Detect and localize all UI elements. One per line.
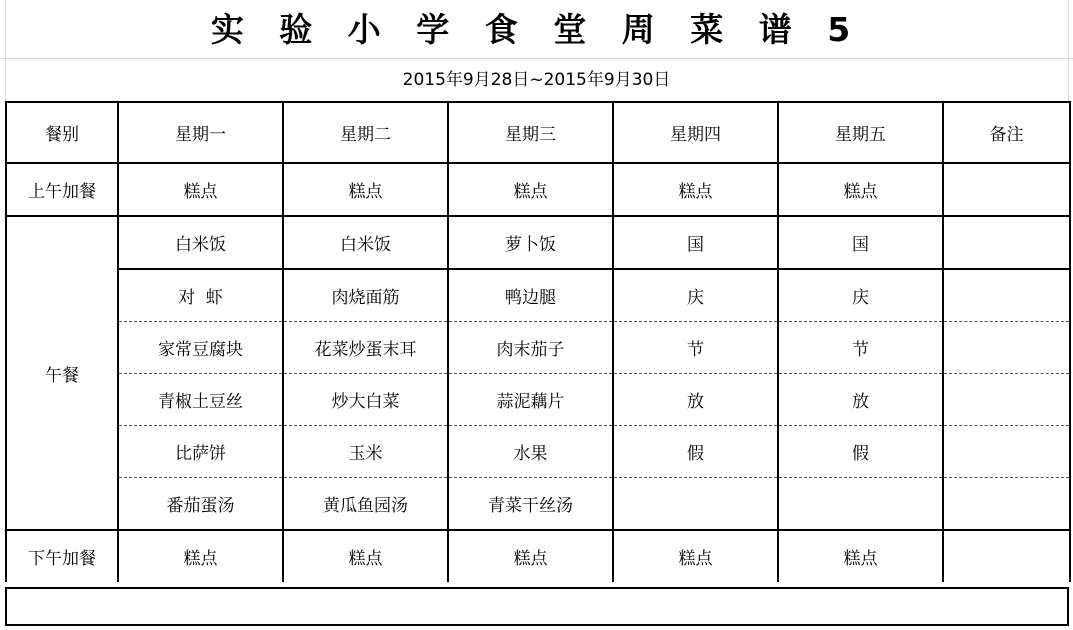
notes-cell bbox=[943, 374, 1070, 426]
lunch-row bbox=[6, 374, 1070, 426]
header-monday: 星期一 bbox=[118, 102, 283, 163]
menu-cell: 糕点 bbox=[448, 163, 613, 216]
meal-label: 上午加餐 bbox=[6, 163, 118, 216]
menu-cell: 家常豆腐块 bbox=[118, 322, 283, 374]
menu-cell: 庆 bbox=[613, 269, 778, 322]
menu-cell: 萝卜饭 bbox=[448, 216, 613, 269]
lunch-row bbox=[6, 426, 1070, 478]
footer-note-box bbox=[5, 587, 1069, 626]
afternoon-snack-row bbox=[6, 530, 1070, 582]
page-title: 实 验 小 学 食 堂 周 菜 谱 5 bbox=[210, 10, 863, 49]
menu-cell: 假 bbox=[613, 426, 778, 478]
menu-cell: 糕点 bbox=[283, 163, 448, 216]
header-wednesday: 星期三 bbox=[448, 102, 613, 163]
notes-cell bbox=[943, 269, 1070, 322]
notes-cell bbox=[943, 216, 1070, 269]
date-range: 2015年9月28日~2015年9月30日 bbox=[402, 70, 671, 90]
menu-cell: 蒜泥藕片 bbox=[448, 374, 613, 426]
menu-cell bbox=[778, 478, 943, 531]
menu-cell: 节 bbox=[778, 322, 943, 374]
menu-cell: 糕点 bbox=[778, 163, 943, 216]
menu-cell: 糕点 bbox=[283, 530, 448, 582]
menu-cell: 花菜炒蛋末耳 bbox=[283, 322, 448, 374]
menu-cell: 白米饭 bbox=[118, 216, 283, 269]
menu-cell: 鸭边腿 bbox=[448, 269, 613, 322]
menu-cell: 国 bbox=[613, 216, 778, 269]
menu-cell: 庆 bbox=[778, 269, 943, 322]
menu-cell: 比萨饼 bbox=[118, 426, 283, 478]
menu-cell: 玉米 bbox=[283, 426, 448, 478]
grid-line bbox=[0, 58, 1073, 59]
menu-cell: 青椒土豆丝 bbox=[118, 374, 283, 426]
menu-cell: 黄瓜鱼园汤 bbox=[283, 478, 448, 531]
header-thursday: 星期四 bbox=[613, 102, 778, 163]
menu-cell: 肉末茄子 bbox=[448, 322, 613, 374]
lunch-row bbox=[6, 478, 1070, 531]
menu-cell: 糕点 bbox=[448, 530, 613, 582]
lunch-row bbox=[6, 322, 1070, 374]
notes-cell bbox=[943, 322, 1070, 374]
notes-cell bbox=[943, 163, 1070, 216]
header-tuesday: 星期二 bbox=[283, 102, 448, 163]
menu-cell: 放 bbox=[613, 374, 778, 426]
notes-cell bbox=[943, 426, 1070, 478]
menu-cell: 国 bbox=[778, 216, 943, 269]
header-notes: 备注 bbox=[943, 102, 1070, 163]
menu-cell: 白米饭 bbox=[283, 216, 448, 269]
menu-cell: 糕点 bbox=[778, 530, 943, 582]
header-row bbox=[6, 102, 1070, 163]
menu-cell: 糕点 bbox=[613, 530, 778, 582]
menu-cell: 肉烧面筋 bbox=[283, 269, 448, 322]
lunch-row bbox=[6, 216, 1070, 269]
morning-snack-row bbox=[6, 163, 1070, 216]
menu-cell: 青菜干丝汤 bbox=[448, 478, 613, 531]
lunch-row bbox=[6, 269, 1070, 322]
notes-cell bbox=[943, 530, 1070, 582]
menu-cell bbox=[613, 478, 778, 531]
menu-cell: 假 bbox=[778, 426, 943, 478]
menu-cell: 番茄蛋汤 bbox=[118, 478, 283, 531]
meal-label: 午餐 bbox=[6, 216, 118, 530]
menu-cell: 放 bbox=[778, 374, 943, 426]
menu-cell: 炒大白菜 bbox=[283, 374, 448, 426]
notes-cell bbox=[943, 478, 1070, 531]
menu-cell: 糕点 bbox=[613, 163, 778, 216]
meal-label: 下午加餐 bbox=[6, 530, 118, 582]
menu-cell: 节 bbox=[613, 322, 778, 374]
menu-cell: 对 虾 bbox=[118, 269, 283, 322]
header-friday: 星期五 bbox=[778, 102, 943, 163]
menu-cell: 水果 bbox=[448, 426, 613, 478]
header-meal-type: 餐别 bbox=[6, 102, 118, 163]
menu-cell: 糕点 bbox=[118, 163, 283, 216]
weekly-menu-table bbox=[5, 101, 1071, 582]
menu-cell: 糕点 bbox=[118, 530, 283, 582]
